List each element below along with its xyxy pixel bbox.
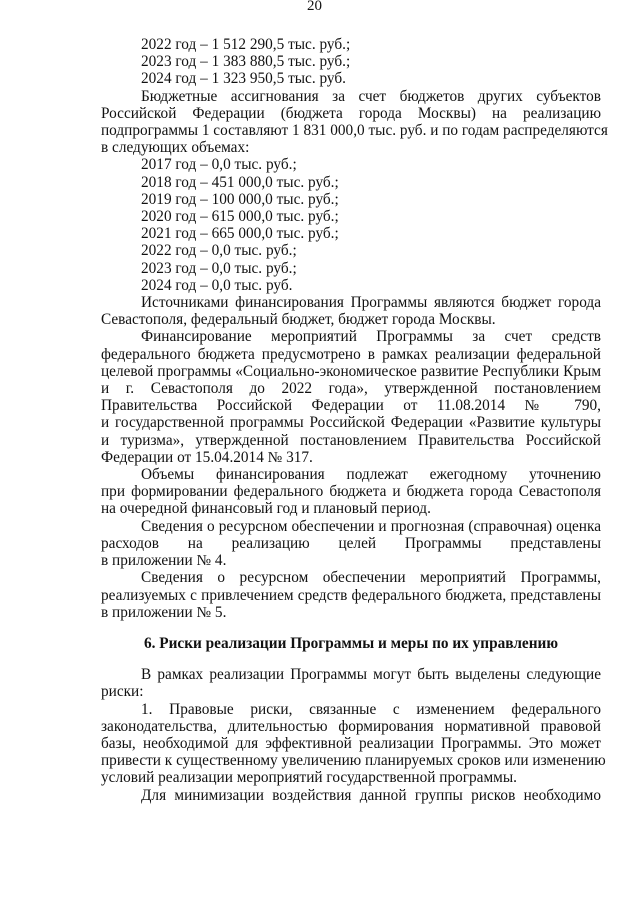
paragraph-line: Правительства Российской Федерации от 11.08.2014 № 790, — [101, 397, 601, 415]
paragraph-line: в приложении № 4. — [101, 552, 227, 570]
paragraph-line: при формировании федерального бюджета и бюджета города Севастополя — [101, 483, 601, 501]
paragraph-line: федерального бюджета предусмотрено в рамках реализации федеральной — [101, 345, 601, 363]
paragraph-line: в приложении № 5. — [101, 603, 227, 621]
paragraph-line: Российской Федерации (бюджета города Москвы) на реализацию — [101, 104, 601, 122]
paragraph-line: Сведения о ресурсном обеспечении мероприятий Программы, — [141, 569, 601, 587]
paragraph-appendix-4 — [101, 518, 601, 570]
paragraph-risk-minimization — [101, 787, 601, 804]
funding-year-line: 2022 год – 1 512 290,5 тыс. руб.; — [141, 36, 351, 53]
paragraph-appendix-5 — [101, 569, 601, 621]
paragraph-line: Сведения о ресурсном обеспечении и прогнозная (справочная) оценка — [141, 517, 601, 535]
paragraph-line: Бюджетные ассигнования за счет бюджетов других субъектов — [141, 87, 601, 105]
paragraph-line: Федерации от 15.04.2014 № 317. — [101, 448, 313, 466]
paragraph-line: 1. Правовые риски, связанные с изменением федерального — [141, 700, 601, 718]
document-body — [101, 36, 608, 804]
paragraph-line: условий реализации мероприятий государственной программы. — [101, 769, 517, 787]
paragraph-line: В рамках реализации Программы могут быть выделены следующие — [141, 666, 601, 684]
paragraph-line: Для минимизации воздействия данной группы рисков необходимо — [141, 786, 601, 804]
paragraph-line: риски: — [101, 683, 144, 701]
paragraph-line: Севастополя, федеральный бюджет, бюджет города Москвы. — [101, 311, 496, 329]
funding-year-line: 2023 год – 1 383 880,5 тыс. руб.; — [141, 53, 351, 71]
paragraph-line: законодательства, длительностью формирования нормативной правовой — [101, 717, 601, 735]
funding-year-line: 2024 год – 1 323 950,5 тыс. руб. — [141, 70, 346, 88]
paragraph-line: расходов на реализацию целей Программы представлены — [101, 534, 601, 552]
paragraph-line: Объемы финансирования подлежат ежегодному уточнению — [141, 466, 601, 484]
paragraph-line: реализуемых с привлечением средств федерального бюджета, представлены — [101, 586, 601, 604]
paragraph-line: привести к существенному увеличению планируемых сроков или изменению — [101, 752, 606, 770]
paragraph-line: подпрограммы 1 составляют 1 831 000,0 тыс. руб. и по годам распределяются — [101, 122, 608, 140]
paragraph-funding-volumes — [101, 466, 601, 518]
funding-year-line: 2019 год – 100 000,0 тыс. руб.; — [141, 190, 339, 208]
paragraph-line: базы, необходимой для эффективной реализации Программы. Это может — [101, 734, 601, 752]
paragraph-funding-sources — [101, 294, 601, 328]
paragraph-line: на очередной финансовый год и плановый период. — [101, 500, 431, 518]
funding-years-list-b — [101, 156, 601, 294]
funding-year-line: 2024 год – 0,0 тыс. руб. — [141, 276, 293, 294]
paragraph-risks-intro — [101, 666, 601, 700]
funding-year-line: 2022 год – 0,0 тыс. руб.; — [141, 242, 297, 260]
funding-years-list-a — [101, 36, 601, 88]
paragraph-line: в следующих объемах: — [101, 139, 250, 157]
paragraph-line: и туризма», утвержденной постановлением Правительства Российской — [101, 431, 601, 449]
paragraph-line: Источниками финансирования Программы являются бюджет города — [141, 294, 601, 312]
paragraph-line: Финансирование мероприятий Программы за счет средств — [141, 328, 601, 346]
paragraph-line: и г. Севастополя до 2022 года», утвержденной постановлением — [101, 380, 601, 398]
funding-year-line: 2020 год – 615 000,0 тыс. руб.; — [141, 208, 339, 226]
paragraph-budget-allocations — [101, 87, 608, 157]
funding-year-line: 2021 год – 665 000,0 тыс. руб.; — [141, 225, 339, 243]
funding-year-line: 2017 год – 0,0 тыс. руб.; — [141, 156, 297, 174]
paragraph-legal-risks — [101, 700, 606, 787]
section-heading: 6. Риски реализации Программы и меры по их управлению — [143, 634, 559, 652]
paragraph-line: целевой программы «Социально-экономическое развитие Республики Крым — [101, 362, 601, 380]
funding-year-line: 2023 год – 0,0 тыс. руб.; — [141, 259, 297, 277]
page-number: 20 — [307, 0, 322, 14]
paragraph-federal-funding — [101, 328, 601, 466]
paragraph-line: и государственной программы Российской Федерации «Развитие культуры — [101, 414, 601, 432]
funding-year-line: 2018 год – 451 000,0 тыс. руб.; — [141, 173, 339, 191]
